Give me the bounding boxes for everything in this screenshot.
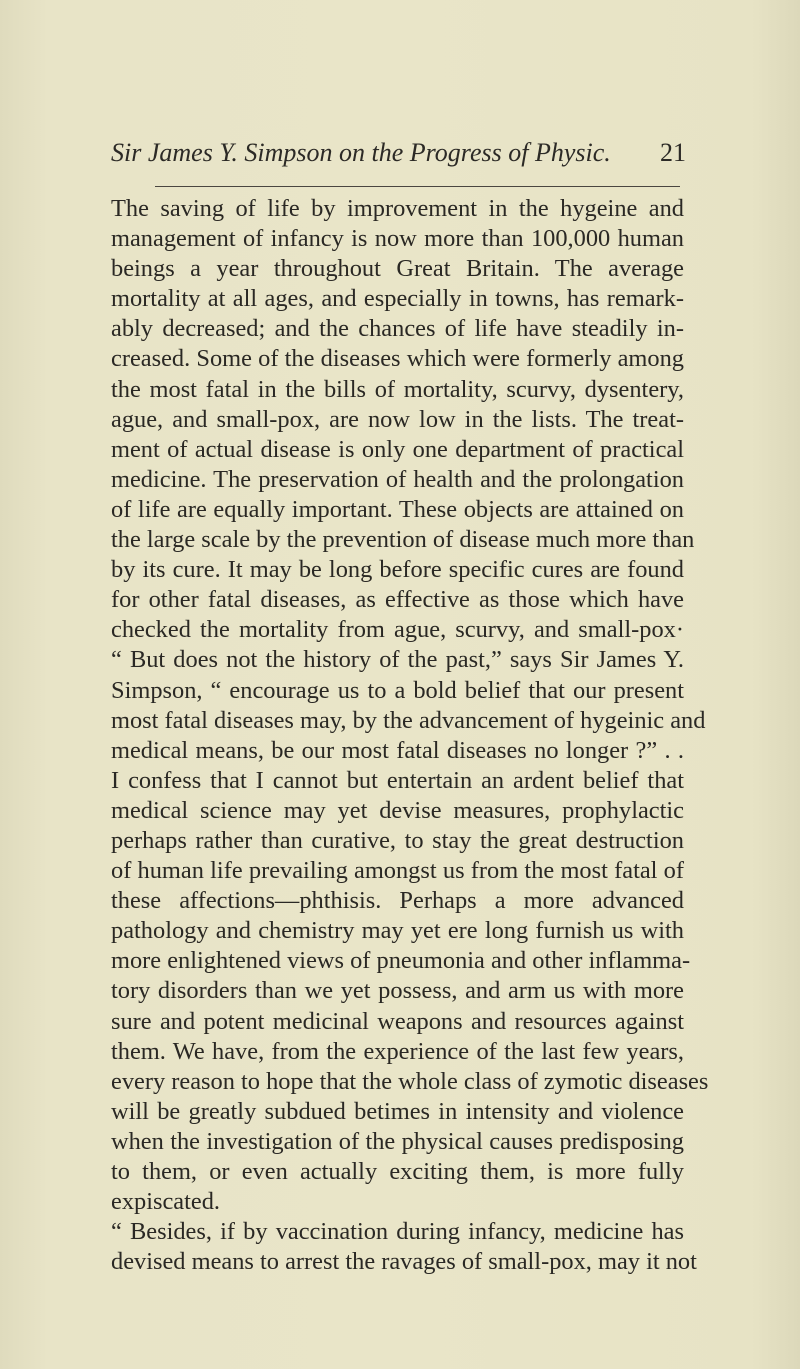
text-line: “ Besides, if by vaccination during infancy, medicine has xyxy=(111,1218,684,1246)
text-line: perhaps rather than curative, to stay the great destruction xyxy=(111,826,684,854)
text-line: medical science may yet devise measures, prophylactic xyxy=(111,796,684,824)
text-line: for other fatal diseases, as effective as those which have xyxy=(111,586,684,614)
text-line: most fatal diseases may, by the advancement of hygeinic and xyxy=(111,706,706,734)
text-line: checked the mortality from ague, scurvy, and small-pox· xyxy=(111,616,684,644)
text-line: ague, and small-pox, are now low in the lists. The treat- xyxy=(111,405,684,433)
text-line: medical means, be our most fatal diseases no longer ?” . . xyxy=(111,736,684,764)
text-line: every reason to hope that the whole class of zymotic diseases xyxy=(111,1067,709,1095)
text-line: will be greatly subdued betimes in intensity and violence xyxy=(111,1097,684,1125)
text-line: The saving of life by improvement in the hygeine and xyxy=(111,195,684,222)
text-line: the most fatal in the bills of mortality, scurvy, dysentery, xyxy=(111,375,684,403)
text-line: by its cure. It may be long before specific cures are found xyxy=(111,556,684,584)
text-line: beings a year throughout Great Britain. The average xyxy=(111,255,684,283)
text-line: tory disorders than we yet possess, and arm us with more xyxy=(111,977,684,1005)
text-line: creased. Some of the diseases which were formerly among xyxy=(111,345,684,373)
text-line: I confess that I cannot but entertain an ardent belief that xyxy=(111,766,684,794)
page-header xyxy=(111,138,686,178)
text-line: more enlightened views of pneumonia and other inflamma- xyxy=(111,947,691,975)
text-line: sure and potent medicinal weapons and resources against xyxy=(111,1007,684,1035)
text-line: Simpson, “ encourage us to a bold belief that our present xyxy=(111,676,684,704)
text-line: ably decreased; and the chances of life have steadily in- xyxy=(111,315,684,343)
running-title: Sir James Y. Simpson on the Progress of Physic. xyxy=(111,138,611,167)
text-line: these affections—phthisis. Perhaps a more advanced xyxy=(111,887,684,915)
text-line: them. We have, from the experience of the last few years, xyxy=(111,1037,684,1065)
body-text xyxy=(111,194,709,1277)
header-rule xyxy=(155,186,680,187)
page-number: 21 xyxy=(660,138,686,167)
text-line: devised means to arrest the ravages of small-pox, may it not xyxy=(111,1248,697,1276)
text-line: to them, or even actually exciting them, is more fully xyxy=(111,1158,684,1185)
text-line: management of infancy is now more than 100,000 human xyxy=(111,225,684,253)
text-line: expiscated. xyxy=(111,1188,221,1216)
text-line: mortality at all ages, and especially in towns, has remark- xyxy=(111,285,684,313)
text-line: “ But does not the history of the past,” says Sir James Y. xyxy=(111,646,684,674)
text-line: medicine. The preservation of health and the prolongation xyxy=(111,465,684,493)
text-line: the large scale by the prevention of disease much more than xyxy=(111,526,695,554)
text-line: of life are equally important. These objects are attained on xyxy=(111,495,684,523)
text-line: pathology and chemistry may yet ere long furnish us with xyxy=(111,917,684,945)
text-line: of human life prevailing amongst us from the most fatal of xyxy=(111,857,684,885)
text-line: when the investigation of the physical causes predisposing xyxy=(111,1127,684,1155)
text-line: ment of actual disease is only one department of practical xyxy=(111,435,684,463)
